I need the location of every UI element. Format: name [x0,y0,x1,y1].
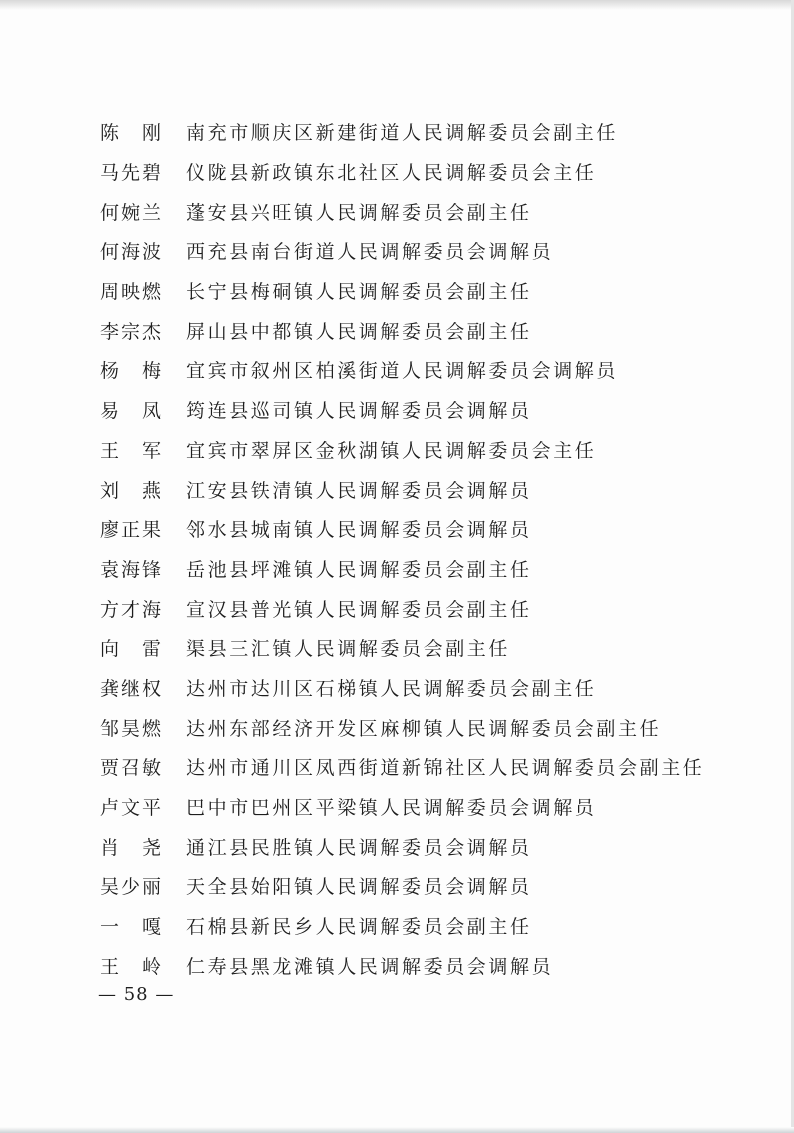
person-name: 陈 刚 [100,122,164,145]
list-item [100,152,704,192]
list-item [100,668,704,708]
person-name: 一 嘎 [100,916,164,939]
person-title: 天全县始阳镇人民调解委员会调解员 [186,876,532,899]
person-title: 宜宾市叙州区柏溪街道人民调解委员会调解员 [186,360,619,383]
person-title: 宜宾市翠屏区金秋湖镇人民调解委员会主任 [186,439,597,462]
list-item [100,707,704,747]
list-item [100,430,704,470]
person-name: 李宗杰 [100,320,164,343]
person-name: 王 军 [100,439,164,462]
person-title: 石棉县新民乡人民调解委员会副主任 [186,916,532,939]
person-name: 袁海锋 [100,558,164,581]
list-item [100,231,704,271]
person-name: 杨 梅 [100,360,164,383]
person-name: 王 岭 [100,955,164,978]
list-item [100,945,704,985]
person-name: 易 凤 [100,400,164,423]
person-title: 仁寿县黑龙滩镇人民调解委员会调解员 [186,955,554,978]
list-item [100,469,704,509]
list-item [100,826,704,866]
person-title: 邻水县城南镇人民调解委员会调解员 [186,519,532,542]
person-name: 龚继权 [100,677,164,700]
person-name: 马先碧 [100,162,164,185]
person-name: 贾召敏 [100,757,164,780]
person-title: 达州市通川区凤西街道新锦社区人民调解委员会副主任 [186,757,705,780]
person-name: 肖 尧 [100,836,164,859]
person-title: 达州市达川区石梯镇人民调解委员会副主任 [186,677,597,700]
person-title: 筠连县巡司镇人民调解委员会调解员 [186,400,532,423]
person-title: 西充县南台街道人民调解委员会调解员 [186,241,554,264]
list-item [100,310,704,350]
person-name: 周映燃 [100,281,164,304]
list-item [100,588,704,628]
person-title: 仪陇县新政镇东北社区人民调解委员会主任 [186,162,597,185]
list-item [100,787,704,827]
person-name: 方才海 [100,598,164,621]
list-item [100,390,704,430]
list-item [100,271,704,311]
page-number: — 58 — [98,984,175,1005]
person-name: 吴少丽 [100,876,164,899]
person-title: 江安县铁清镇人民调解委员会调解员 [186,479,532,502]
person-name: 刘 燕 [100,479,164,502]
list-item [100,747,704,787]
person-title: 达州东部经济开发区麻柳镇人民调解委员会副主任 [186,717,662,740]
person-title: 渠县三汇镇人民调解委员会副主任 [186,638,511,661]
list-item [100,906,704,946]
list-item [100,866,704,906]
person-name: 邹昊燃 [100,717,164,740]
list-item [100,628,704,668]
person-title: 岳池县坪滩镇人民调解委员会副主任 [186,558,532,581]
scan-bottom-edge [0,1127,794,1133]
list-item [100,112,704,152]
person-name: 何婉兰 [100,201,164,224]
list-item [100,549,704,589]
person-title: 蓬安县兴旺镇人民调解委员会副主任 [186,201,532,224]
person-title: 屏山县中都镇人民调解委员会副主任 [186,320,532,343]
list-item [100,191,704,231]
list-item [100,350,704,390]
person-name: 卢文平 [100,797,164,820]
person-title: 通江县民胜镇人民调解委员会调解员 [186,836,532,859]
name-list [100,112,704,985]
person-name: 廖正果 [100,519,164,542]
person-title: 宣汉县普光镇人民调解委员会副主任 [186,598,532,621]
list-item [100,509,704,549]
person-title: 巴中市巴州区平梁镇人民调解委员会调解员 [186,797,597,820]
person-title: 长宁县梅硐镇人民调解委员会副主任 [186,281,532,304]
scan-top-shadow [0,0,794,10]
person-name: 向 雷 [100,638,164,661]
person-title: 南充市顺庆区新建街道人民调解委员会副主任 [186,122,619,145]
person-name: 何海波 [100,241,164,264]
